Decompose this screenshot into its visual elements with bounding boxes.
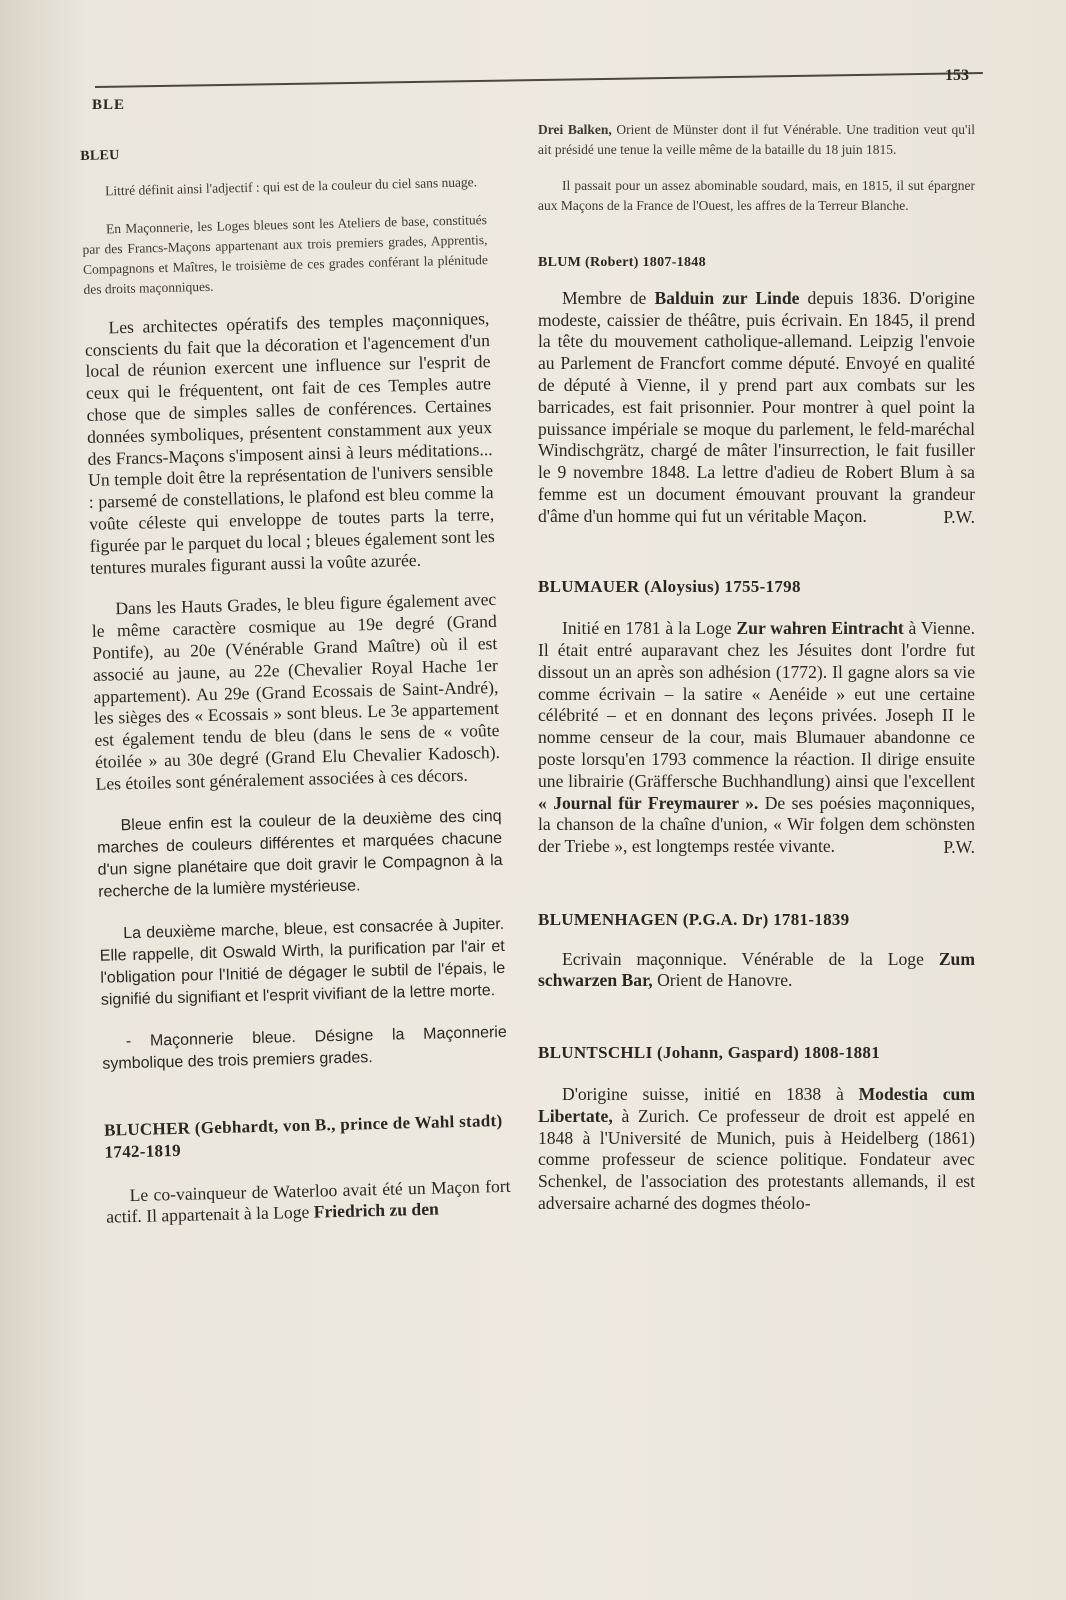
bluntschli-text-c: à Zurich. Ce professeur de droit est appelé en 1848 à l'Université de Munich, puis à Heidelberg (1861) comme professeur de science politique. Fondateur avec Schenkel, de l'association des protestants allemands, il est adversaire acharné des dogmes théolo- <box>538 1105 975 1213</box>
blucher-paragraph-2: Il passait pour un assez abominable soudard, mais, en 1815, il sut épargner aux Maçons de la France de l'Ouest, les affres de la Terreur Blanche. <box>538 178 975 213</box>
bleu-paragraph-1: Littré définit ainsi l'adjectif : qui est de la couleur du ciel sans nuage. <box>104 174 478 199</box>
entry-heading-blumauer: BLUMAUER (Aloysius) 1755-1798 <box>538 577 801 597</box>
journal-title: « Journal für Freymaurer ». <box>538 792 759 813</box>
blum-paragraph-1 <box>538 288 975 528</box>
page-number: 153 <box>945 67 969 84</box>
blumenhagen-paragraph-1 <box>538 949 975 993</box>
lodge-name-zum-schwarzen-bar: Zum schwarzen Bar, <box>538 948 975 991</box>
entry-heading-blucher: BLUCHER (Gebhardt, von B., prince de Wahl stadt) 1742-1819 <box>103 1110 503 1162</box>
bluntschli-paragraph-1 <box>538 1084 975 1215</box>
blumenhagen-text-a: Ecrivain maçonnique. Vénérable de la Loge <box>562 948 939 969</box>
blum-signature: P.W. <box>943 506 975 527</box>
blum-text-a: Membre de <box>562 287 655 308</box>
entry-heading-bluntschli: BLUNTSCHLI (Johann, Gaspard) 1808-1881 <box>538 1043 881 1063</box>
bleu-paragraph-6: La deuxième marche, bleue, est consacrée à Jupiter. Elle rappelle, dit Oswald Wirth, la purification par l'air et l'obligation pour l'Initié de dégager le subtil de l'épais, le signifié du signifiant et l'esprit vivifiant de la lettre morte. <box>99 915 506 1009</box>
lodge-name-modestia: Modestia cum Libertate, <box>538 1083 975 1126</box>
left-column <box>80 136 511 1229</box>
blumauer-text-a: Initié en 1781 à la Loge <box>562 618 737 639</box>
header-rule <box>95 72 983 88</box>
blucher-paragraph-1 <box>105 1175 511 1228</box>
lodge-name-zur-wahren-eintracht: Zur wahren Eintracht <box>736 618 904 639</box>
running-head: BLE <box>92 97 126 113</box>
lodge-name-friedrich: Friedrich zu den <box>313 1198 440 1222</box>
entry-heading-blumenhagen: BLUMENHAGEN (P.G.A. Dr) 1781-1839 <box>538 909 850 929</box>
entry-heading-bleu: BLEU <box>80 148 120 164</box>
blumenhagen-text-c: Orient de Hanovre. <box>652 970 793 991</box>
blumauer-signature: P.W. <box>943 836 975 857</box>
right-column <box>538 120 975 1215</box>
blumauer-paragraph-1 <box>538 618 975 858</box>
blucher-text-a: Le co-vainqueur de Waterloo avait été un Maçon fort actif. Il appartenait à la Loge <box>105 1175 511 1228</box>
bleu-paragraph-5: Bleue enfin est la couleur de la deuxième des cinq marches de couleurs différentes et marquées chacune d'un signe planétaire que doit gravir le Compagnon à la recherche de la lumière mystérieuse. <box>96 807 503 901</box>
blucher-cont-text: Orient de Münster dont il fut Vénérable. Une tradition veut qu'il ait présidé une tenue la veille même de la bataille du 18 juin 1815. <box>538 122 975 157</box>
bleu-paragraph-3: Les architectes opératifs des temples maçonniques, conscients du fait que la décoration et l'agencement d'un local de réunion exercent une influence sur l'esprit de ceux qui le fréquentent, ont fait de ces Temples autre chose que de simples salles de conférences. Certaines données symboliques, présentent constamment aux yeux des Francs-Maçons s'imposent ainsi à leurs méditations... Un temple doit être la représentation de l'univers sensible : parsemé de constellations, le plafond est bleu comme la voûte céleste qui enveloppe de toutes parts la terre, figurée par le parquet du local ; bleues également sont les tentures murales figurant aussi la voûte azurée. <box>84 307 495 578</box>
entry-heading-blum: BLUM (Robert) 1807-1848 <box>538 255 706 270</box>
blumauer-text-e: De ses poésies maçonniques, la chanson de la chaîne d'union, « Wir folgen dem schönsten der Triebe », est longtemps restée vivante. <box>538 792 976 857</box>
bleu-paragraph-7: - Maçonnerie bleue. Désigne la Maçonnerie symbolique des trois premiers grades. <box>102 1023 507 1073</box>
bleu-paragraph-4: Dans les Hauts Grades, le bleu figure également avec le même caractère cosmique au 19e degré (Grand Pontife), au 20e (Vénérable Grand Maître) où il est associé au jaune, au 22e (Chevalier Royal Hache 1er appartement). Au 29e (Grand Ecossais de Saint-André), les sièges des « Ecossais » sont bleus. Le 3e appartement est également tendu de bleu (dans le sens de « voûte étoilée » au 30e degré (Grand Elu Chevalier Kadosch). Les étoiles sont généralement associées à ces décors. <box>91 589 501 794</box>
bluntschli-text-a: D'origine suisse, initié en 1838 à <box>562 1083 859 1104</box>
lodge-name-balduin: Balduin zur Linde <box>654 287 800 308</box>
lodge-name-drei-balken: Drei Balken, <box>538 122 612 137</box>
blumauer-text-c: à Vienne. Il était entré auparavant chez les Jésuites dont l'ordre fut dissout un an après son adhésion (1772). Il gagne alors sa vie comme écrivain – la satire « Aenéide » eut une certaine célébrité – et en donnant des leçons privées. Joseph II le nomme censeur de la cour, mais Blumauer abandonne ce poste lorsqu'en 1793 commence la réaction. Il dirige ensuite une librairie (Gräffersche Buchhandlung) ainsi que l'excellent <box>538 618 976 791</box>
blucher-continuation <box>538 120 975 160</box>
blum-text-c: depuis 1836. D'origine modeste, caissier de théâtre, puis écrivain. En 1845, il prend la tête du mouvement catholique-allemand. Leipzig l'envoie au Parlement de Francfort comme député. Envoyé en qualité de député à Vienne, il y prend part aux combats sur les barricades, est fait prisonnier. Pour montrer à quel point la puissance impériale se moque du parlement, le feld-maréchal Windischgrätz, chargé de mâter l'insurrection, le fait fusiller le 9 novembre 1848. La lettre d'adieu de Robert Blum à sa femme est un document émouvant prouvant la grandeur d'âme d'un homme qui fut un véritable Maçon. <box>538 287 975 526</box>
bleu-paragraph-2: En Maçonnerie, les Loges bleues sont les Ateliers de base, constitués par des Francs-Maçons appartenant aux trois premiers grades, Apprentis, Compagnons et Maîtres, le troisième de ces grades conférant la plénitude des droits maçonniques. <box>82 211 489 297</box>
